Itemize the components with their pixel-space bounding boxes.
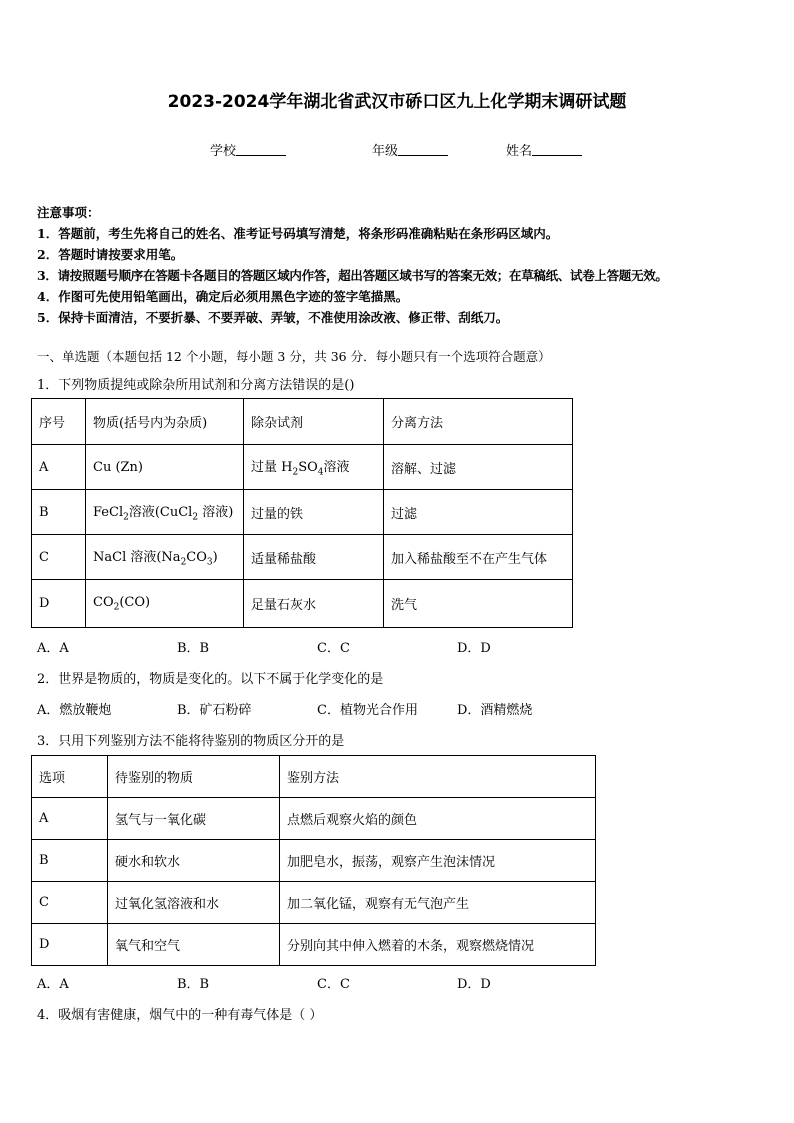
option-c: C．C bbox=[317, 641, 350, 656]
cell-reagent: 适量稀盐酸 bbox=[244, 535, 384, 580]
question-3-table bbox=[31, 755, 596, 966]
table-row bbox=[32, 535, 573, 580]
page-title: 2023-2024学年湖北省武汉市硚口区九上化学期末调研试题 bbox=[167, 92, 627, 112]
cell-id: C bbox=[32, 882, 108, 924]
option-b: B．B bbox=[177, 977, 210, 992]
notes-block bbox=[37, 202, 668, 328]
table-row bbox=[32, 840, 596, 882]
cell-id: D bbox=[32, 580, 86, 628]
cell-substance: Cu (Zn) bbox=[86, 445, 244, 490]
cell-method: 点燃后观察火焰的颜色 bbox=[280, 798, 596, 840]
cell-reagent: 过量的铁 bbox=[244, 490, 384, 535]
grade-label: 年级 bbox=[372, 144, 399, 159]
cell-reagent: 过量 $H_2SO_4$溶液 bbox=[244, 445, 384, 490]
cell-id: D bbox=[32, 924, 108, 966]
table-row bbox=[32, 882, 596, 924]
header-cell: 选项 bbox=[32, 756, 108, 798]
cell-method: 加肥皂水，振荡，观察产生泡沫情况 bbox=[280, 840, 596, 882]
cell-substance: 过氧化氢溶液和水 bbox=[108, 882, 280, 924]
cell-id: B bbox=[32, 840, 108, 882]
cell-method: 分别向其中伸入燃着的木条，观察燃烧情况 bbox=[280, 924, 596, 966]
table-row bbox=[32, 580, 573, 628]
cell-method: 加入稀盐酸至不在产生气体 bbox=[384, 535, 573, 580]
notes-item: 3．请按照题号顺序在答题卡各题目的答题区域内作答，超出答题区域书写的答案无效；在草稿纸、试卷上答题无效。 bbox=[37, 268, 668, 283]
cell-id: A bbox=[32, 445, 86, 490]
option-d: D．酒精燃烧 bbox=[457, 703, 533, 718]
notes-item: 5．保持卡面清洁，不要折暴、不要弄破、弄皱，不准使用涂改液、修正带、刮纸刀。 bbox=[37, 310, 509, 325]
option-d: D．D bbox=[457, 977, 491, 992]
question-1-stem: 1．下列物质提纯或除杂所用试剂和分离方法错误的是() bbox=[37, 378, 355, 393]
cell-substance: 硬水和软水 bbox=[108, 840, 280, 882]
header-cell: 序号 bbox=[32, 399, 86, 445]
table-row bbox=[32, 924, 596, 966]
header-cell: 待鉴别的物质 bbox=[108, 756, 280, 798]
grade-field bbox=[372, 140, 448, 159]
table-header-row bbox=[32, 399, 573, 445]
option-d: D．D bbox=[457, 641, 491, 656]
name-label: 姓名 bbox=[506, 144, 533, 159]
cell-method: 溶解、过滤 bbox=[384, 445, 573, 490]
school-label: 学校 bbox=[210, 144, 237, 159]
question-3-options bbox=[37, 973, 597, 992]
cell-substance: 氢气与一氧化碳 bbox=[108, 798, 280, 840]
table-header-row bbox=[32, 756, 596, 798]
header-cell: 分离方法 bbox=[384, 399, 573, 445]
header-cell: 除杂试剂 bbox=[244, 399, 384, 445]
cell-substance: 氧气和空气 bbox=[108, 924, 280, 966]
cell-substance: NaCl 溶液$(Na_2CO_3)$ bbox=[86, 535, 244, 580]
grade-blank bbox=[398, 143, 448, 156]
question-3-stem: 3．只用下列鉴别方法不能将待鉴别的物质区分开的是 bbox=[37, 734, 345, 749]
table-row bbox=[32, 445, 573, 490]
option-a: A．燃放鞭炮 bbox=[37, 703, 112, 718]
option-b: B．矿石粉碎 bbox=[177, 703, 252, 718]
option-c: C．植物光合作用 bbox=[317, 703, 418, 718]
table-row bbox=[32, 490, 573, 535]
cell-method: 过滤 bbox=[384, 490, 573, 535]
header-cell: 鉴别方法 bbox=[280, 756, 596, 798]
question-2-options bbox=[37, 699, 597, 718]
question-4-stem: 4．吸烟有害健康，烟气中的一种有毒气体是（ ） bbox=[37, 1008, 323, 1023]
header-cell: 物质(括号内为杂质) bbox=[86, 399, 244, 445]
option-a: A．A bbox=[37, 641, 69, 656]
cell-method: 加二氧化锰，观察有无气泡产生 bbox=[280, 882, 596, 924]
cell-id: A bbox=[32, 798, 108, 840]
cell-reagent: 足量石灰水 bbox=[244, 580, 384, 628]
cell-substance: FeCl$_2$溶液(CuCl$_2$ 溶液) bbox=[86, 490, 244, 535]
table-row bbox=[32, 798, 596, 840]
notes-heading: 注意事项： bbox=[37, 205, 100, 220]
question-2-stem: 2．世界是物质的，物质是变化的。以下不属于化学变化的是 bbox=[37, 672, 384, 687]
notes-item: 4．作图可先使用铅笔画出，确定后必须用黑色字迹的签字笔描黑。 bbox=[37, 289, 409, 304]
notes-item: 1．答题前，考生先将自己的姓名、准考证号码填写清楚，将条形码准确粘贴在条形码区域内。 bbox=[37, 226, 559, 241]
cell-method: 洗气 bbox=[384, 580, 573, 628]
name-field bbox=[506, 140, 582, 159]
cell-substance: $CO_2(CO)$ bbox=[86, 580, 244, 628]
option-a: A．A bbox=[37, 977, 69, 992]
school-blank bbox=[236, 143, 286, 156]
option-c: C．C bbox=[317, 977, 350, 992]
cell-id: C bbox=[32, 535, 86, 580]
notes-item: 2．答题时请按要求用笔。 bbox=[37, 247, 184, 262]
question-1-table bbox=[31, 398, 573, 628]
cell-id: B bbox=[32, 490, 86, 535]
name-blank bbox=[532, 143, 582, 156]
school-field bbox=[210, 140, 286, 159]
option-b: B．B bbox=[177, 641, 210, 656]
question-1-options bbox=[37, 637, 597, 656]
section-heading: 一、单选题（本题包括 12 个小题，每小题 3 分，共 36 分．每小题只有一个选项符合题意） bbox=[37, 349, 551, 364]
